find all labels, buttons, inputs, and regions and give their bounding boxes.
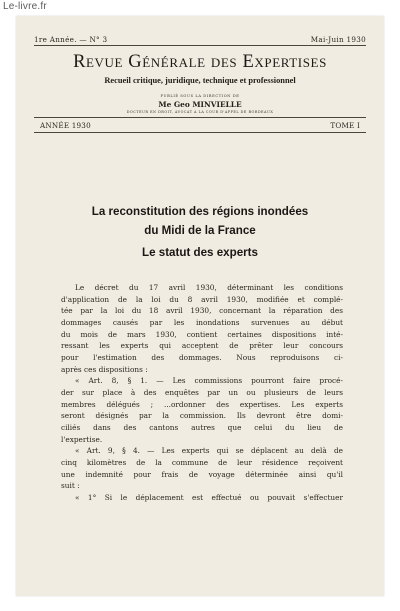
issue-number: 1re Année. — N° 3: [34, 35, 108, 44]
body-line: « Art. 9, § 4. — Les experts qui se déplacent au delà de: [75, 446, 343, 456]
body-line: membres délégués ; ...ordonner des expertises. Les experts: [61, 399, 343, 409]
body-line: dommages causés par les inondations survenues au début: [61, 317, 343, 327]
body-line: l'expertise.: [61, 434, 103, 444]
document-page: [16, 16, 384, 596]
year-rule: [34, 132, 366, 133]
issue-date: Mai-Juin 1930: [310, 35, 366, 44]
publication-note: PUBLIÉ SOUS LA DIRECTION DE: [160, 94, 240, 98]
body-line: ciliés dans des cantons autres que celui du lieu de: [61, 422, 343, 432]
article-title-line-1: La reconstitution des régions inondées: [91, 205, 309, 218]
body-line: tée par la loi du 18 avril 1930, concernant la réparation des: [61, 306, 343, 316]
body-line: « 1° Si le déplacement est effectué ou pouvait s'effectuer: [75, 492, 343, 502]
director-title: DOCTEUR EN DROIT, AVOCAT A LA COUR D'APPEL DE BORDEAUX: [126, 110, 274, 114]
article-title-line-2: du Midi de la France: [144, 224, 256, 237]
body-line: der sur place à des enquêtes par un ou plusieurs de leurs: [61, 387, 343, 397]
article-body: [61, 282, 343, 503]
body-line: « Art. 8, § 1. — Les commissions pourront faire procé-: [75, 376, 343, 386]
middle-rule: [34, 117, 366, 118]
body-line: cinq kilomètres de la commune de leur résidence reçoivent: [61, 457, 343, 467]
body-line: suit :: [61, 481, 80, 491]
body-line: pour l'estimation des dommages. Nous reproduisons ci-: [61, 352, 343, 362]
watermark: Le-livre.fr: [3, 1, 47, 12]
article-subtitle: Le statut des experts: [142, 246, 258, 259]
top-rule: [34, 45, 366, 46]
year-label: ANNÉE 1930: [40, 121, 91, 130]
year-line: [40, 121, 360, 130]
body-line: après ces dispositions :: [61, 364, 148, 374]
issue-line: [34, 35, 366, 44]
journal-title: Revue Générale des Expertises: [73, 52, 327, 72]
body-line: d'application de la loi du 8 avril 1930, modifiée et complé-: [61, 294, 343, 304]
director-name: Me Geo MINVIELLE: [158, 100, 242, 109]
body-line: du mois de mars 1930, contient certaines dispositions inté-: [61, 329, 343, 339]
body-line: seront désignés par la commission. Ils devront être domi-: [61, 411, 343, 421]
body-line: ressant les experts qui acceptent de prêter leur concours: [61, 341, 343, 351]
body-line: une indemnité pour frais de voyage déterminée ainsi qu'il: [61, 469, 343, 479]
tome-label: TOME I: [330, 121, 360, 130]
article-title: [34, 202, 366, 240]
body-line: Le décret du 17 avril 1930, déterminant les conditions: [75, 283, 343, 292]
journal-subtitle: Recueil critique, juridique, technique et professionnel: [104, 76, 296, 85]
